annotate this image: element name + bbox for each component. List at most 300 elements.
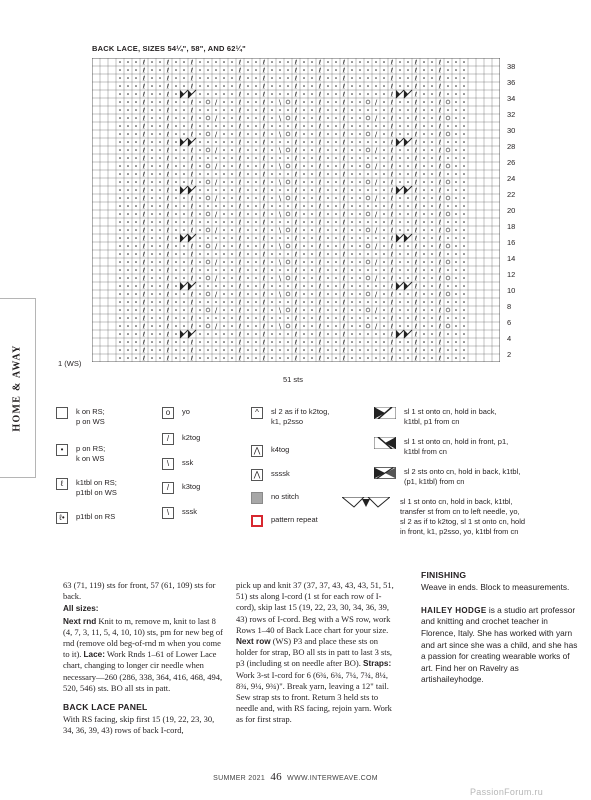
svg-text:ℓ: ℓ [342,170,346,179]
svg-text:/: / [374,130,378,139]
watermark: PassionForum.ru [470,787,544,797]
svg-text:ℓ: ℓ [390,98,394,107]
svg-text:ℓ: ℓ [390,250,394,259]
svg-text:ℓ: ℓ [438,122,442,131]
key-ssssk: ⋀ ssssk [251,469,290,481]
svg-text:/: / [214,242,218,251]
svg-text:ℓ: ℓ [142,178,146,187]
svg-text:ℓ: ℓ [318,154,322,163]
svg-text:ℓ: ℓ [238,98,242,107]
svg-text:ℓ: ℓ [238,106,242,115]
svg-text:ℓ: ℓ [294,282,298,291]
svg-text:ℓ: ℓ [238,306,242,315]
section-tab-label: HOME & AWAY [11,344,23,432]
svg-text:ℓ: ℓ [142,266,146,275]
svg-text:ℓ: ℓ [438,242,442,251]
svg-text:ℓ: ℓ [166,90,170,99]
first-row-label: 1 (WS) [58,359,82,368]
svg-text:ℓ: ℓ [318,258,322,267]
svg-text:ℓ: ℓ [166,154,170,163]
svg-text:ℓ: ℓ [438,250,442,259]
svg-text:ℓ: ℓ [294,242,298,251]
svg-text:ℓ: ℓ [238,346,242,355]
svg-text:ℓ: ℓ [294,298,298,307]
svg-text:ℓ: ℓ [190,322,194,331]
svg-text:ℓ: ℓ [342,66,346,75]
row-number: 26 [507,158,516,167]
svg-text:ℓ: ℓ [262,314,266,323]
svg-text:ℓ: ℓ [318,106,322,115]
svg-text:ℓ: ℓ [166,58,170,67]
svg-text:ℓ: ℓ [294,146,298,155]
svg-text:ℓ: ℓ [262,138,266,147]
svg-text:ℓ: ℓ [190,98,194,107]
svg-text:ℓ: ℓ [142,202,146,211]
svg-text:ℓ: ℓ [262,282,266,291]
svg-text:ℓ: ℓ [318,274,322,283]
svg-text:ℓ: ℓ [142,186,146,195]
svg-text:ℓ: ℓ [294,82,298,91]
svg-text:ℓ: ℓ [190,242,194,251]
sssk-icon: \ [162,507,174,519]
svg-text:ℓ: ℓ [342,186,346,195]
svg-text:ℓ: ℓ [438,138,442,147]
svg-text:ℓ: ℓ [262,114,266,123]
svg-text:ℓ: ℓ [318,186,322,195]
svg-text:ℓ: ℓ [294,234,298,243]
svg-text:ℓ: ℓ [342,234,346,243]
svg-text:ℓ: ℓ [390,58,394,67]
svg-text:ℓ: ℓ [414,154,418,163]
svg-text:ℓ: ℓ [390,170,394,179]
svg-text:ℓ: ℓ [190,266,194,275]
svg-text:ℓ: ℓ [142,138,146,147]
svg-text:ℓ: ℓ [414,114,418,123]
svg-text:ℓ: ℓ [438,298,442,307]
svg-text:ℓ: ℓ [238,290,242,299]
svg-text:ℓ: ℓ [390,130,394,139]
svg-text:ℓ: ℓ [318,138,322,147]
key-k4tog: ⋀ k4tog [251,445,289,457]
svg-text:ℓ: ℓ [262,218,266,227]
svg-text:ℓ: ℓ [190,194,194,203]
svg-text:ℓ: ℓ [294,218,298,227]
svg-text:/: / [214,130,218,139]
three-stitch-cable-icon [374,467,396,479]
svg-text:ℓ: ℓ [166,226,170,235]
row-number: 12 [507,270,516,279]
row-number: 24 [507,174,516,183]
svg-text:ℓ: ℓ [142,242,146,251]
svg-text:ℓ: ℓ [142,258,146,267]
svg-text:ℓ: ℓ [142,338,146,347]
svg-text:/: / [374,322,378,331]
svg-text:ℓ: ℓ [262,82,266,91]
svg-text:ℓ: ℓ [142,298,146,307]
svg-text:ℓ: ℓ [142,122,146,131]
svg-text:/: / [214,226,218,235]
svg-text:ℓ: ℓ [166,306,170,315]
svg-text:ℓ: ℓ [166,146,170,155]
row-number: 10 [507,286,516,295]
svg-text:ℓ: ℓ [190,74,194,83]
svg-text:ℓ: ℓ [438,282,442,291]
svg-text:ℓ: ℓ [318,194,322,203]
row-number: 20 [507,206,516,215]
svg-text:ℓ: ℓ [142,130,146,139]
key-ssk: \ ssk [162,458,193,470]
svg-text:ℓ: ℓ [414,274,418,283]
svg-text:ℓ: ℓ [238,194,242,203]
svg-text:ℓ: ℓ [262,330,266,339]
svg-text:ℓ: ℓ [238,234,242,243]
svg-text:ℓ: ℓ [262,274,266,283]
key-p1tbl: ℓ • p1tbl on RS [56,512,115,524]
svg-text:ℓ: ℓ [438,322,442,331]
svg-text:ℓ: ℓ [414,186,418,195]
svg-text:/: / [374,114,378,123]
svg-text:ℓ: ℓ [342,354,346,362]
svg-text:ℓ: ℓ [390,242,394,251]
svg-text:ℓ: ℓ [190,250,194,259]
svg-text:ℓ: ℓ [238,298,242,307]
svg-text:ℓ: ℓ [166,282,170,291]
svg-text:ℓ: ℓ [190,306,194,315]
row-number: 8 [507,302,512,311]
svg-text:ℓ: ℓ [342,90,346,99]
svg-text:ℓ: ℓ [190,258,194,267]
key-cable-3st: sl 2 sts onto cn, hold in back, k1tbl, (p1, k1tbl) from cn [374,467,520,487]
svg-text:ℓ: ℓ [262,242,266,251]
twisted-purl-icon: ℓ • [56,512,68,524]
key-sssk: \ sssk [162,507,197,519]
svg-text:ℓ: ℓ [238,250,242,259]
svg-text:ℓ: ℓ [262,98,266,107]
svg-text:ℓ: ℓ [342,282,346,291]
svg-text:ℓ: ℓ [342,218,346,227]
svg-text:ℓ: ℓ [438,170,442,179]
svg-text:/: / [374,146,378,155]
svg-text:ℓ: ℓ [294,90,298,99]
svg-text:/: / [214,274,218,283]
svg-text:ℓ: ℓ [390,122,394,131]
svg-text:ℓ: ℓ [142,330,146,339]
svg-text:ℓ: ℓ [414,322,418,331]
svg-text:ℓ: ℓ [318,314,322,323]
key-cable-5st: sl 1 st onto cn, hold in back, k1tbl, transfer st from cn to left needle, yo, sl 2 as if to k2tog, sl 1 st onto cn, hold in front, k1, p2sso, yo, k1tbl from cn [342,497,525,537]
svg-text:ℓ: ℓ [238,322,242,331]
svg-text:ℓ: ℓ [190,274,194,283]
svg-text:ℓ: ℓ [318,218,322,227]
svg-text:ℓ: ℓ [262,258,266,267]
svg-text:ℓ: ℓ [294,338,298,347]
svg-text:ℓ: ℓ [294,346,298,355]
svg-text:ℓ: ℓ [166,82,170,91]
svg-text:ℓ: ℓ [142,170,146,179]
svg-text:ℓ: ℓ [262,250,266,259]
svg-text:ℓ: ℓ [414,162,418,171]
knit-symbol-icon [56,407,68,419]
svg-text:ℓ: ℓ [414,58,418,67]
svg-text:ℓ: ℓ [390,162,394,171]
svg-text:ℓ: ℓ [166,314,170,323]
svg-text:ℓ: ℓ [318,130,322,139]
svg-text:ℓ: ℓ [438,274,442,283]
svg-text:ℓ: ℓ [438,226,442,235]
svg-text:ℓ: ℓ [438,130,442,139]
svg-text:ℓ: ℓ [166,210,170,219]
svg-text:ℓ: ℓ [318,114,322,123]
svg-text:ℓ: ℓ [262,202,266,211]
svg-text:ℓ: ℓ [262,154,266,163]
svg-text:ℓ: ℓ [390,186,394,195]
svg-text:ℓ: ℓ [166,290,170,299]
svg-text:ℓ: ℓ [438,90,442,99]
svg-text:ℓ: ℓ [390,210,394,219]
k4tog-icon: ⋀ [251,445,263,457]
svg-text:ℓ: ℓ [438,306,442,315]
svg-text:ℓ: ℓ [190,114,194,123]
svg-text:ℓ: ℓ [142,98,146,107]
svg-text:ℓ: ℓ [342,82,346,91]
svg-text:ℓ: ℓ [318,146,322,155]
svg-text:ℓ: ℓ [294,106,298,115]
svg-text:ℓ: ℓ [390,298,394,307]
svg-text:ℓ: ℓ [238,226,242,235]
svg-text:ℓ: ℓ [166,346,170,355]
ssk-icon: \ [162,458,174,470]
page-number: 46 [270,771,282,783]
svg-text:/: / [374,226,378,235]
svg-text:ℓ: ℓ [262,58,266,67]
svg-text:ℓ: ℓ [414,146,418,155]
svg-text:ℓ: ℓ [262,298,266,307]
svg-text:ℓ: ℓ [294,258,298,267]
svg-text:ℓ: ℓ [390,234,394,243]
row-number: 18 [507,222,516,231]
svg-text:/: / [374,98,378,107]
svg-text:ℓ: ℓ [294,194,298,203]
svg-text:ℓ: ℓ [318,282,322,291]
svg-text:ℓ: ℓ [438,74,442,83]
svg-text:ℓ: ℓ [414,194,418,203]
svg-text:ℓ: ℓ [142,218,146,227]
svg-text:ℓ: ℓ [390,138,394,147]
svg-text:/: / [214,194,218,203]
svg-text:ℓ: ℓ [414,330,418,339]
svg-text:ℓ: ℓ [318,122,322,131]
svg-text:ℓ: ℓ [238,218,242,227]
svg-text:ℓ: ℓ [414,202,418,211]
key-cable-front: sl 1 st onto cn, hold in front, p1, k1tbl from cn [374,437,508,457]
svg-text:/: / [214,178,218,187]
svg-text:ℓ: ℓ [166,338,170,347]
svg-text:ℓ: ℓ [238,130,242,139]
svg-text:ℓ: ℓ [318,298,322,307]
svg-text:ℓ: ℓ [318,170,322,179]
svg-text:ℓ: ℓ [238,170,242,179]
svg-text:ℓ: ℓ [190,178,194,187]
svg-text:ℓ: ℓ [414,242,418,251]
svg-text:ℓ: ℓ [390,258,394,267]
svg-text:ℓ: ℓ [190,354,194,362]
svg-text:ℓ: ℓ [166,274,170,283]
key-k2tog: / k2tog [162,433,200,445]
svg-text:ℓ: ℓ [166,258,170,267]
svg-text:ℓ: ℓ [318,242,322,251]
svg-text:ℓ: ℓ [238,258,242,267]
svg-text:ℓ: ℓ [142,226,146,235]
instructions-column-2: pick up and knit 37 (37, 37, 43, 43, 43, 51, 51, 51) sts along I-cord (1 st for each row of I-cord), skip last 15 (19, 22, 23, 30, 34, 36, 39, 43) rows of I-cord. Beg with a WS row, work Rows 1–40 of Back Lace chart for your size. Next row (WS) P3 and place these sts on holder for strap, BO all sts in patt to last 3 sts, p3 (including st on needle after BO). Straps: Work 3-st I-cord for 6 (6¾, 6¾, 7¼, 7¾, 8¼, 8¾, 9¼, 9¾)". Break yarn, leaving a 12" tail. Sew strap sts to front. Return 3 held sts to needle and, with RS facing, rejoin yarn. Work as for first strap. [236,580,394,725]
svg-text:ℓ: ℓ [390,74,394,83]
svg-text:ℓ: ℓ [166,130,170,139]
svg-text:ℓ: ℓ [190,226,194,235]
svg-text:/: / [374,274,378,283]
svg-text:/: / [374,178,378,187]
svg-text:ℓ: ℓ [262,290,266,299]
no-stitch-swatch-icon [251,492,263,504]
svg-text:ℓ: ℓ [342,226,346,235]
svg-text:ℓ: ℓ [414,178,418,187]
svg-text:ℓ: ℓ [166,354,170,362]
svg-text:ℓ: ℓ [294,186,298,195]
svg-text:ℓ: ℓ [390,330,394,339]
svg-text:ℓ: ℓ [342,314,346,323]
svg-text:/: / [374,290,378,299]
svg-text:ℓ: ℓ [166,178,170,187]
key-k1tbl: ℓ k1tbl on RS; p1tbl on WS [56,478,117,498]
svg-text:ℓ: ℓ [438,66,442,75]
svg-text:ℓ: ℓ [390,290,394,299]
svg-text:/: / [214,162,218,171]
svg-text:ℓ: ℓ [390,194,394,203]
svg-text:ℓ: ℓ [342,290,346,299]
svg-text:ℓ: ℓ [342,330,346,339]
svg-text:ℓ: ℓ [294,226,298,235]
svg-text:ℓ: ℓ [318,90,322,99]
svg-text:ℓ: ℓ [238,266,242,275]
five-stitch-cable-icon [342,497,390,509]
svg-text:ℓ: ℓ [262,266,266,275]
svg-text:\: \ [278,242,282,251]
svg-text:ℓ: ℓ [166,218,170,227]
svg-text:ℓ: ℓ [414,130,418,139]
svg-text:ℓ: ℓ [238,162,242,171]
svg-text:ℓ: ℓ [142,58,146,67]
svg-text:ℓ: ℓ [142,154,146,163]
svg-text:/: / [214,98,218,107]
stitch-count-label: 51 sts [283,375,304,384]
key-purl: • p on RS; k on WS [56,444,105,464]
svg-text:ℓ: ℓ [342,98,346,107]
svg-text:ℓ: ℓ [190,290,194,299]
row-number: 16 [507,238,516,247]
svg-text:ℓ: ℓ [390,226,394,235]
row-number: 6 [507,318,512,327]
svg-text:ℓ: ℓ [166,202,170,211]
svg-text:ℓ: ℓ [342,138,346,147]
svg-text:ℓ: ℓ [166,170,170,179]
svg-text:ℓ: ℓ [142,210,146,219]
svg-text:ℓ: ℓ [262,122,266,131]
key-k3tog: / k3tog [162,482,200,494]
svg-text:ℓ: ℓ [262,306,266,315]
svg-text:ℓ: ℓ [318,210,322,219]
svg-text:ℓ: ℓ [342,106,346,115]
svg-text:ℓ: ℓ [190,210,194,219]
svg-text:ℓ: ℓ [262,322,266,331]
svg-text:ℓ: ℓ [342,130,346,139]
svg-text:/: / [214,146,218,155]
svg-text:ℓ: ℓ [262,186,266,195]
svg-text:\: \ [278,194,282,203]
svg-text:ℓ: ℓ [414,298,418,307]
svg-text:ℓ: ℓ [262,66,266,75]
svg-text:ℓ: ℓ [190,122,194,131]
svg-text:ℓ: ℓ [294,202,298,211]
svg-text:ℓ: ℓ [238,58,242,67]
svg-text:ℓ: ℓ [342,194,346,203]
svg-text:ℓ: ℓ [390,90,394,99]
svg-text:ℓ: ℓ [142,282,146,291]
svg-text:ℓ: ℓ [390,106,394,115]
svg-text:ℓ: ℓ [166,66,170,75]
chart-title: BACK LACE, SIZES 54¼", 58", AND 62¼" [92,44,246,53]
svg-text:ℓ: ℓ [318,354,322,362]
svg-text:ℓ: ℓ [390,274,394,283]
svg-text:ℓ: ℓ [342,146,346,155]
svg-text:ℓ: ℓ [390,202,394,211]
svg-text:ℓ: ℓ [166,250,170,259]
svg-text:ℓ: ℓ [190,66,194,75]
svg-text:ℓ: ℓ [318,66,322,75]
svg-text:ℓ: ℓ [390,306,394,315]
k3tog-icon: / [162,482,174,494]
svg-text:ℓ: ℓ [318,338,322,347]
svg-text:ℓ: ℓ [238,138,242,147]
svg-text:ℓ: ℓ [294,58,298,67]
svg-text:ℓ: ℓ [142,290,146,299]
svg-text:ℓ: ℓ [342,298,346,307]
left-cross-cable-icon [374,437,396,449]
svg-text:ℓ: ℓ [438,194,442,203]
svg-text:ℓ: ℓ [190,170,194,179]
svg-text:ℓ: ℓ [438,202,442,211]
svg-text:\: \ [278,226,282,235]
svg-text:ℓ: ℓ [166,138,170,147]
svg-text:ℓ: ℓ [262,194,266,203]
svg-text:/: / [214,290,218,299]
designer-bio: HAILEY HODGE is a studio art professor and knitting and crochet teacher in Florence, Italy. She has worked with yarn and art since she was a child, and she has a passion for creating wearable works of art. Find her on Ravelry as artishaileyhodge. [421,604,578,685]
svg-text:ℓ: ℓ [190,162,194,171]
key-s2kp: ^ sl 2 as if to k2tog, k1, p2sso [251,407,329,427]
svg-text:ℓ: ℓ [190,146,194,155]
svg-text:ℓ: ℓ [262,354,266,362]
svg-text:ℓ: ℓ [166,74,170,83]
svg-text:ℓ: ℓ [414,210,418,219]
svg-text:ℓ: ℓ [190,314,194,323]
svg-text:ℓ: ℓ [342,202,346,211]
svg-text:ℓ: ℓ [414,314,418,323]
svg-text:ℓ: ℓ [342,178,346,187]
svg-text:ℓ: ℓ [438,146,442,155]
svg-text:ℓ: ℓ [166,298,170,307]
svg-text:ℓ: ℓ [190,154,194,163]
svg-text:ℓ: ℓ [438,346,442,355]
svg-text:ℓ: ℓ [318,162,322,171]
svg-text:ℓ: ℓ [342,346,346,355]
pattern-repeat-swatch-icon [251,515,263,527]
